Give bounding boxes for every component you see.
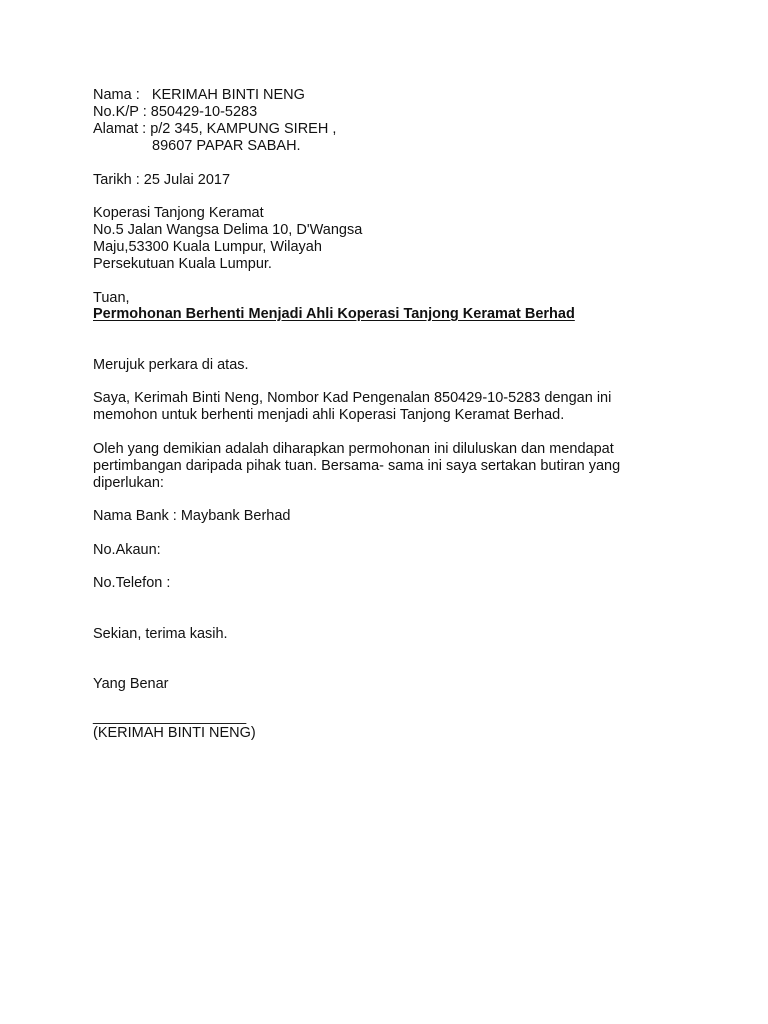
recipient-line4: Persekutuan Kuala Lumpur.: [93, 256, 272, 272]
letter-subject: Permohonan Berhenti Menjadi Ahli Koperasi Tanjong Keramat Berhad: [93, 306, 575, 322]
recipient-line2: No.5 Jalan Wangsa Delima 10, D'Wangsa: [93, 222, 363, 238]
paragraph2-line1: Oleh yang demikian adalah diharapkan permohonan ini diluluskan dan mendapat: [93, 441, 614, 457]
sender-address-line2: 89607 PAPAR SABAH.: [152, 138, 301, 154]
paragraph1-line2: memohon untuk berhenti menjadi ahli Koperasi Tanjong Keramat Berhad.: [93, 407, 565, 423]
signatory-name: (KERIMAH BINTI NENG): [93, 725, 256, 741]
sender-ic-number: No.K/P : 850429-10-5283: [93, 104, 258, 120]
sender-address-line1: Alamat : p/2 345, KAMPUNG SIREH ,: [93, 121, 337, 137]
recipient-line3: Maju,53300 Kuala Lumpur, Wilayah: [93, 239, 322, 255]
paragraph2-line2: pertimbangan daripada pihak tuan. Bersama- sama ini saya sertakan butiran yang: [93, 458, 621, 474]
letter-date: Tarikh : 25 Julai 2017: [93, 172, 231, 188]
yang-benar: Yang Benar: [93, 676, 169, 692]
bank-name-line: Nama Bank : Maybank Berhad: [93, 508, 291, 524]
reference-line: Merujuk perkara di atas.: [93, 357, 249, 373]
signature-line: ___________________: [93, 709, 247, 725]
recipient-line1: Koperasi Tanjong Keramat: [93, 205, 264, 221]
account-number-line: No.Akaun:: [93, 542, 161, 558]
salutation: Tuan,: [93, 290, 130, 306]
phone-number-line: No.Telefon :: [93, 575, 171, 591]
closing-line: Sekian, terima kasih.: [93, 626, 228, 642]
paragraph1-line1: Saya, Kerimah Binti Neng, Nombor Kad Pengenalan 850429-10-5283 dengan ini: [93, 390, 612, 406]
sender-name: Nama : KERIMAH BINTI NENG: [93, 87, 305, 103]
paragraph2-line3: diperlukan:: [93, 475, 164, 491]
